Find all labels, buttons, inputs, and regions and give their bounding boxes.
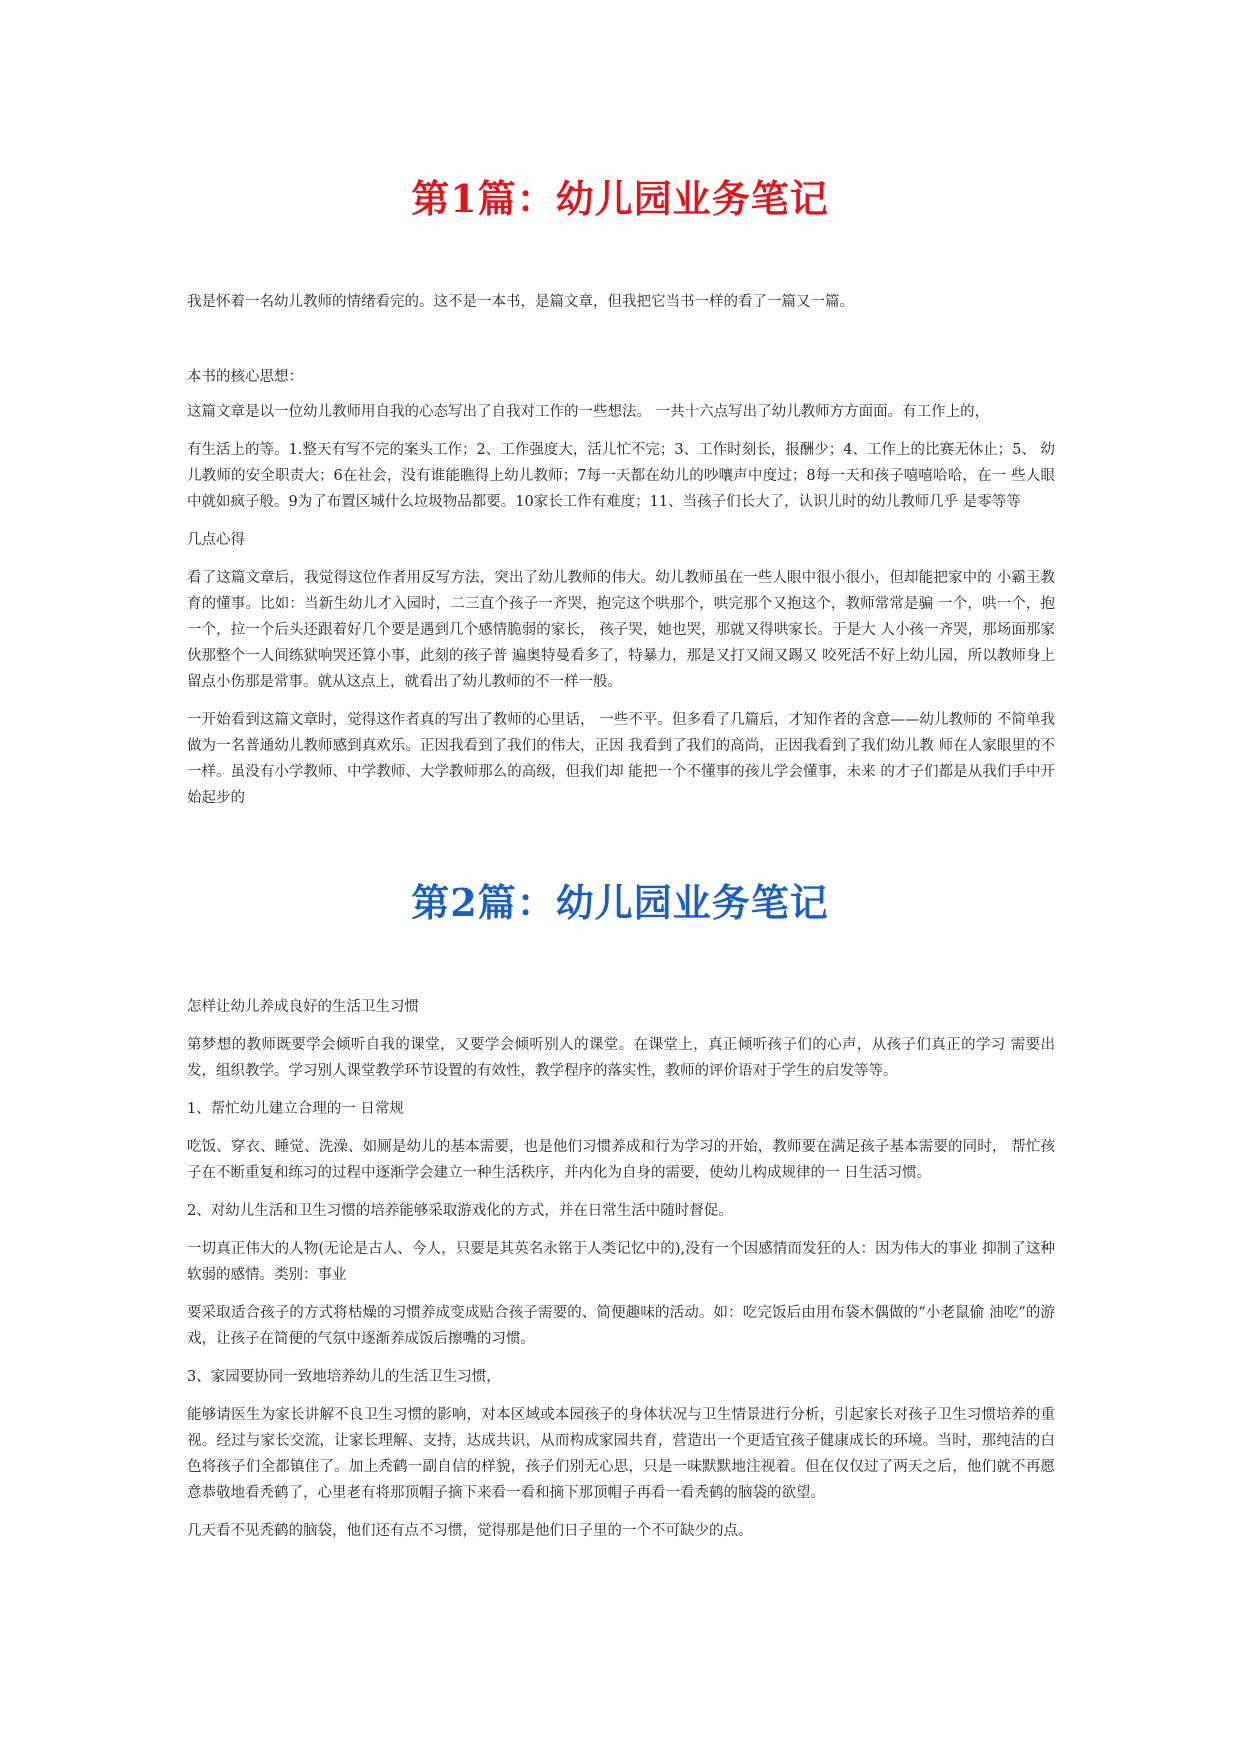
article-1-title: 第1篇：幼儿园业务笔记 <box>411 176 829 221</box>
article-1-paragraph: 我是怀着一名幼儿教师的情绪看完的。这不是一本书，是篇文章，但我把它当书一样的看了一篇又一篇。 <box>187 294 854 310</box>
article-1-paragraph: 看了这篇文章后，我觉得这位作者用反写方法，突出了幼儿教师的伟大。幼儿教师虽在一些人眼中很小很小，但却能把家中的 小霸王教育的懂事。比如：当新生幼儿才入园时，二三直个孩子一齐哭，抱完这个哄那个，哄完那个又抱这个，教师常常是骗 一个，哄一个，抱一个，拉一个后头还跟着好几个要是遇到几个感情脆弱的家长， 孩子哭，她也哭，那就又得哄家长。于是大 人小孩一齐哭，那场面那家伙那整个一人间练狱响哭还算小事，此刻的孩子普 遍奥特曼看多了，特暴力，那是又打又闹又踢又 咬死活不好上幼儿园，所以教师身上留点小伤那是常事。就从这点上，就看出了幼儿教师的不一样一般。 <box>187 570 1055 690</box>
article-2-paragraph: 第梦想的教师既要学会倾听自我的课堂，又要学会倾听别人的课堂。在课堂上，真正倾听孩子们的心声，从孩子们真正的学习 需要出发，组织教学。学习别人课堂教学环节设置的有效性，教学程序的落实性，教师的评价语对于学生的启发等等。 <box>187 1037 1055 1079</box>
article-2-paragraph: 吃饭、穿衣、睡觉、洗澡、如厕是幼儿的基本需要，也是他们习惯养成和行为学习的开始，教师要在满足孩子基本需要的同时， 帮忙孩子在不断重复和练习的过程中逐渐学会建立一种生活秩序，并内化为自身的需要，使幼儿构成规律的一 日生活习惯。 <box>187 1139 1055 1181</box>
article-2-title: 第2篇：幼儿园业务笔记 <box>411 880 829 925</box>
article-2-paragraph: 能够请医生为家长讲解不良卫生习惯的影响，对本区域或本园孩子的身体状况与卫生情景进行分析，引起家长对孩子卫生习惯培养的重视。经过与家长交流，让家长理解、支持，达成共识，从而构成家园共育，营造出一个更适宜孩子健康成长的环境。当时，那纯洁的白色将孩子们全都镇住了。加上秃鹤一副自信的样貌，孩子们别无心思，只是一味默默地注视着。但在仅仅过了两天之后，他们就不再愿意恭敬地看秃鹤了，心里老有将那顶帽子摘下来看一看和摘下那顶帽子再看一看秃鹤的脑袋的欲望。 <box>187 1407 1055 1501</box>
article-2-paragraph: 一切真正伟大的人物(无论是古人、今人，只要是其英名永铭于人类记忆中的),没有一个因感情而发狂的人：因为伟大的事业 抑制了这种软弱的感情。类别：事业 <box>187 1241 1055 1283</box>
article-2-body <box>187 994 1055 1544</box>
article-2-paragraph: 3、家园要协同一致地培养幼儿的生活卫生习惯， <box>187 1369 501 1385</box>
article-1-body <box>187 289 1055 811</box>
article-1-paragraph: 几点心得 <box>187 532 245 548</box>
article-2-paragraph: 1、帮忙幼儿建立合理的一 日常规 <box>187 1101 404 1117</box>
article-2-paragraph: 几天看不见秃鹤的脑袋，他们还有点不习惯，觉得那是他们日子里的一个不可缺少的点。 <box>187 1523 753 1539</box>
article-1-paragraph: 一开始看到这篇文章时，觉得这作者真的写出了教师的心里话， 一些不平。但多看了几篇后，才知作者的含意——幼儿教师的 不简单我做为一名普通幼儿教师感到真欢乐。正因我看到了我们的伟大，正因 我看到了我们的高尚，正因我看到了我们幼儿教 师在人家眼里的不一样。虽没有小学教师、中学教师、大学教师那么的高级，但我们却 能把一个不懂事的孩儿学会懂事，未来 的才子们都是从我们手中开始起步的 <box>187 712 1055 806</box>
article-2-paragraph: 要采取适合孩子的方式将枯燥的习惯养成变成贴合孩子需要的、简便趣味的活动。如：吃完饭后由用布袋木偶做的“小老鼠偷 油吃”的游戏，让孩子在简便的气氛中逐渐养成饭后擦嘴的习惯。 <box>187 1305 1055 1347</box>
article-1-paragraph: 有生活上的等。1.整天有写不完的案头工作；2、工作强度大，活儿忙不完；3、工作时刻长，报酬少；4、工作上的比赛无休止；5、 幼儿教师的安全职责大；6在社会，没有谁能瞧得上幼儿教师；7每一天都在幼儿的吵嚷声中度过；8每一天和孩子嘻嘻哈哈，在一 些人眼中就如疯子般。9为了布置区城什么垃圾物品都要。10家长工作有难度；11、当孩子们长大了，认识儿时的幼儿教师几乎 是零等等 <box>187 442 1055 510</box>
article-1-paragraph: 这篇文章是以一位幼儿教师用自我的心态写出了自我对工作的一些想法。 一共十六点写出了幼儿教师方方面面。有工作上的， <box>187 404 990 420</box>
article-2-paragraph: 2、对幼儿生活和卫生习惯的培养能够采取游戏化的方式，并在日常生活中随时督促。 <box>187 1203 733 1219</box>
article-2-paragraph: 怎样让幼儿养成良好的生活卫生习惯 <box>187 999 419 1015</box>
article-1-paragraph: 本书的核心思想： <box>187 369 303 385</box>
